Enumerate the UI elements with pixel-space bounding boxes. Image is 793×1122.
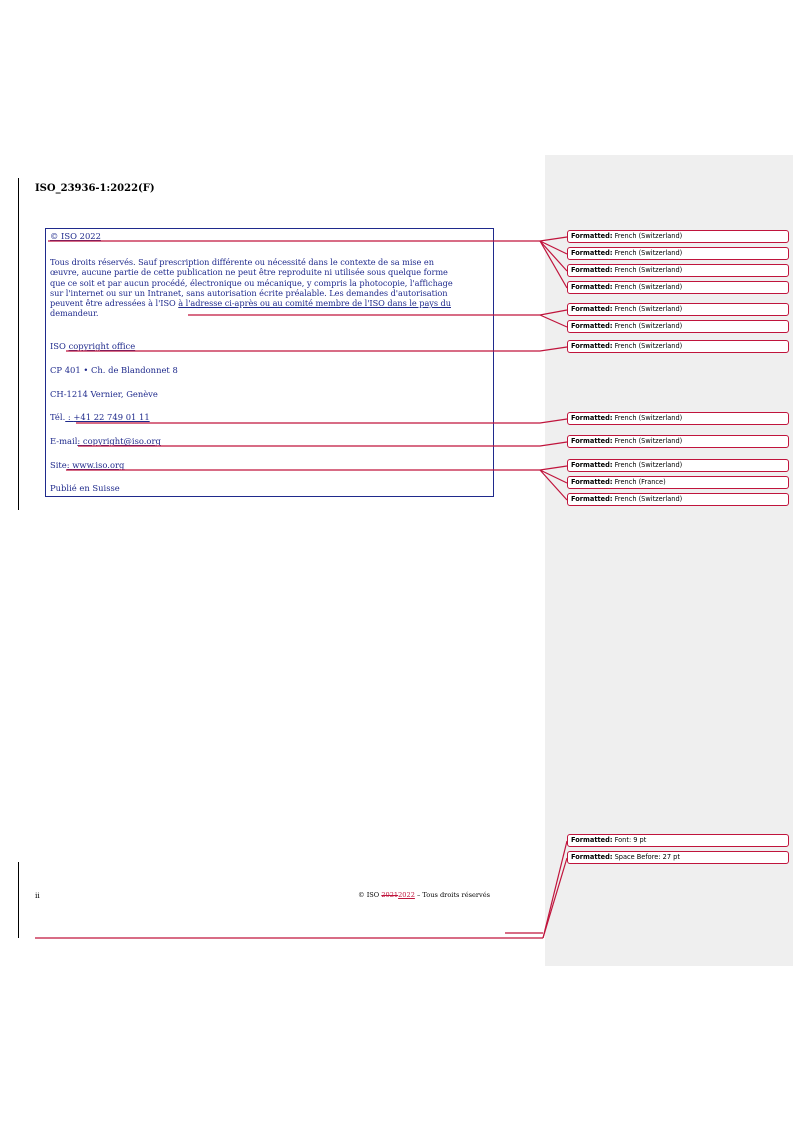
inserted-year: 2022 <box>398 891 415 899</box>
address-line-2: CH-1214 Vernier, Genève <box>50 389 158 399</box>
footer-copyright: © ISO 20212022 – Tous droits réservés <box>358 891 491 899</box>
formatting-comment[interactable]: Formatted: French (Switzerland) <box>567 340 789 353</box>
formatting-comment[interactable]: Formatted: Space Before: 27 pt <box>567 851 789 864</box>
address-line-1: CP 401 • Ch. de Blandonnet 8 <box>50 365 178 375</box>
site-line: Site: www.iso.org <box>50 460 125 470</box>
copyright-line: © ISO 2022 <box>50 231 101 241</box>
page-number: ii <box>35 891 40 900</box>
document-id: ISO_23936-1:2022(F) <box>35 183 155 194</box>
email-link[interactable]: copyright@iso.org <box>82 436 161 446</box>
site-link[interactable]: www.iso.org <box>72 460 125 470</box>
formatting-comment[interactable]: Formatted: French (Switzerland) <box>567 281 789 294</box>
email-line: E-mail: copyright@iso.org <box>50 436 161 446</box>
formatting-comment[interactable]: Formatted: French (Switzerland) <box>567 493 789 506</box>
formatting-comment[interactable]: Formatted: French (Switzerland) <box>567 320 789 333</box>
formatting-comment[interactable]: Formatted: French (Switzerland) <box>567 303 789 316</box>
formatting-comment[interactable]: Formatted: French (Switzerland) <box>567 230 789 243</box>
telephone-line: Tél. : +41 22 749 01 11 <box>50 412 150 422</box>
formatting-comment[interactable]: Formatted: French (Switzerland) <box>567 264 789 277</box>
formatting-comment[interactable]: Formatted: French (France) <box>567 476 789 489</box>
copyright-office-line: ISO copyright office <box>50 341 136 351</box>
formatting-comment[interactable]: Formatted: French (Switzerland) <box>567 435 789 448</box>
published-line: Publié en Suisse <box>50 483 120 493</box>
deleted-year: 2021 <box>381 891 399 899</box>
formatting-comment[interactable]: Formatted: Font: 9 pt <box>567 834 789 847</box>
formatting-comment[interactable]: Formatted: French (Switzerland) <box>567 412 789 425</box>
formatting-comment[interactable]: Formatted: French (Switzerland) <box>567 247 789 260</box>
copyright-paragraph: Tous droits réservés. Sauf prescription différente ou nécessité dans le contexte de sa mise en œuvre, aucune partie de cette publication ne peut être reproduite ni utilisée sous quelque forme que ce soit et par aucun procédé, électronique ou mécanique, y compris la photocopie, l'affichage sur l'internet ou sur un Intranet, sans autorisation écrite préalable. Les demandes d'autorisation peuvent être adressées à l'ISO à l'adresse ci-après ou au comité membre de l'ISO dans le pays du demandeur. <box>50 257 453 319</box>
formatting-comment[interactable]: Formatted: French (Switzerland) <box>567 459 789 472</box>
